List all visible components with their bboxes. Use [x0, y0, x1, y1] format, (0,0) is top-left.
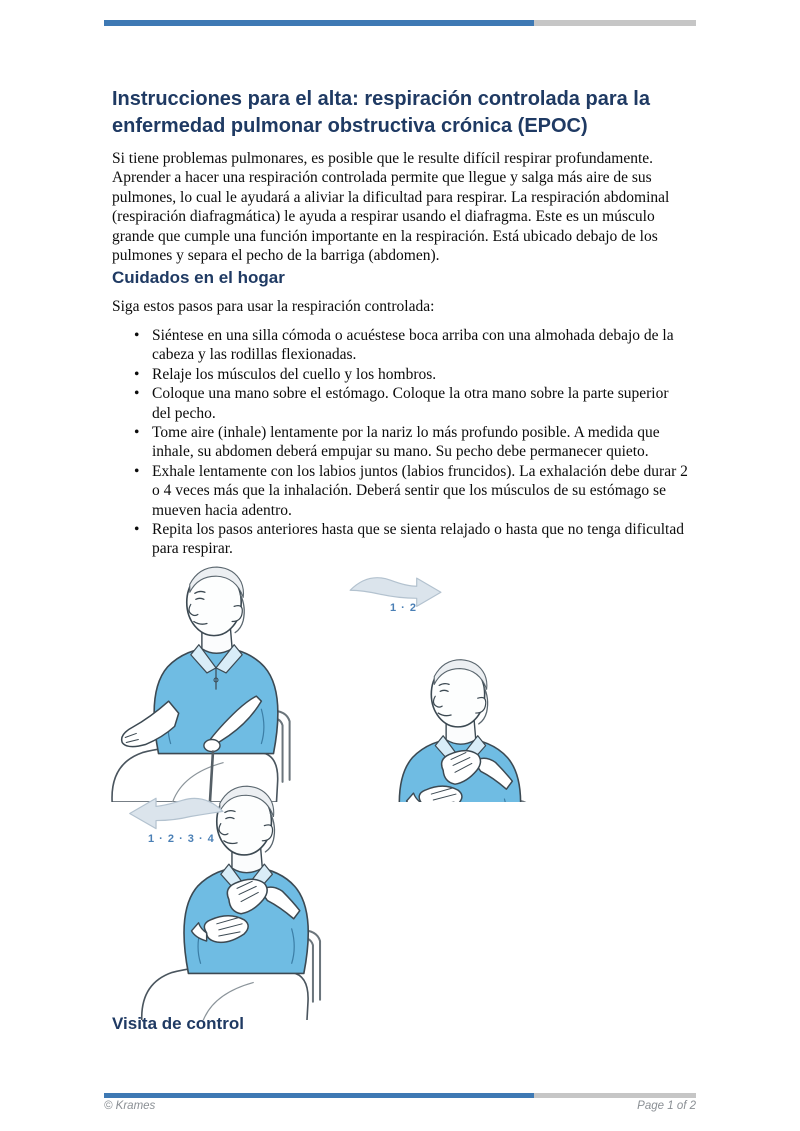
footer-accent-bar-gray: [534, 1093, 696, 1098]
illustration-inhale: [338, 560, 568, 802]
copyright-text: © Krames: [104, 1100, 156, 1112]
page-title: Instrucciones para el alta: respiración controlada para la enfermedad pulmonar obstructiva crónica (EPOC): [112, 88, 650, 137]
page-footer: [104, 1100, 696, 1112]
list-item: • Repita los pasos anteriores hasta que se sienta relajado o hasta que no tenga dificultad para respirar.: [112, 520, 690, 559]
exhale-arrow-icon: [130, 798, 223, 828]
footer-accent-bar-blue: [104, 1093, 534, 1098]
page-number: Page 1 of 2: [637, 1100, 696, 1112]
intro-paragraph: Si tiene problemas pulmonares, es posible que le resulte difícil respirar profundamente. Aprender a hacer una respiración controlada permite que llegue y salga más aire de sus pulmones, lo cual le ayudará a aliviar la dificultad para respirar. La respiración abdominal (respiración diafragmática) le ayuda a respirar usando el diafragma. Este es un músculo grande que cumple una función importante en la respiración. Está ubicado debajo de los pulmones y separa el pecho de la barriga (abdomen).: [112, 150, 670, 265]
top-accent-bar-blue: [104, 20, 534, 26]
man-inhaling-icon: [338, 560, 568, 802]
list-item: • Exhale lentamente con los labios juntos (labios fruncidos). La exhalación debe durar 2 o 4 veces más que la inhalación. Deberá sentir que los músculos de su estómago se mueven hacia adentro.: [112, 462, 690, 520]
top-accent-bar-gray: [534, 20, 696, 26]
man-exhaling-icon: [118, 775, 353, 1020]
section-heading-home-care: Cuidados en el hogar: [112, 268, 285, 287]
inhale-count-label: 1 · 2: [390, 602, 418, 614]
section-heading-followup: Visita de control: [112, 1014, 244, 1033]
footer-accent-bar: [104, 1093, 696, 1098]
list-item: • Relaje los músculos del cuello y los hombros.: [112, 365, 690, 384]
illustration-sitting-relaxed: [106, 560, 326, 802]
man-sitting-icon: [106, 560, 326, 802]
illustration-exhale: [118, 775, 353, 1020]
exhale-count-label: 1 · 2 · 3 · 4: [148, 833, 215, 845]
home-care-steps: [112, 326, 690, 559]
top-accent-bar: [104, 20, 696, 26]
list-item: • Coloque una mano sobre el estómago. Coloque la otra mano sobre la parte superior del pecho.: [112, 384, 690, 423]
list-item: • Siéntese en una silla cómoda o acuéstese boca arriba con una almohada debajo de la cabeza y las rodillas flexionadas.: [112, 326, 690, 365]
home-care-lead: Siga estos pasos para usar la respiración controlada:: [112, 298, 435, 315]
list-item: • Tome aire (inhale) lentamente por la nariz lo más profundo posible. A medida que inhale, su abdomen deberá empujar su mano. Su pecho debe permanecer quieto.: [112, 423, 690, 462]
